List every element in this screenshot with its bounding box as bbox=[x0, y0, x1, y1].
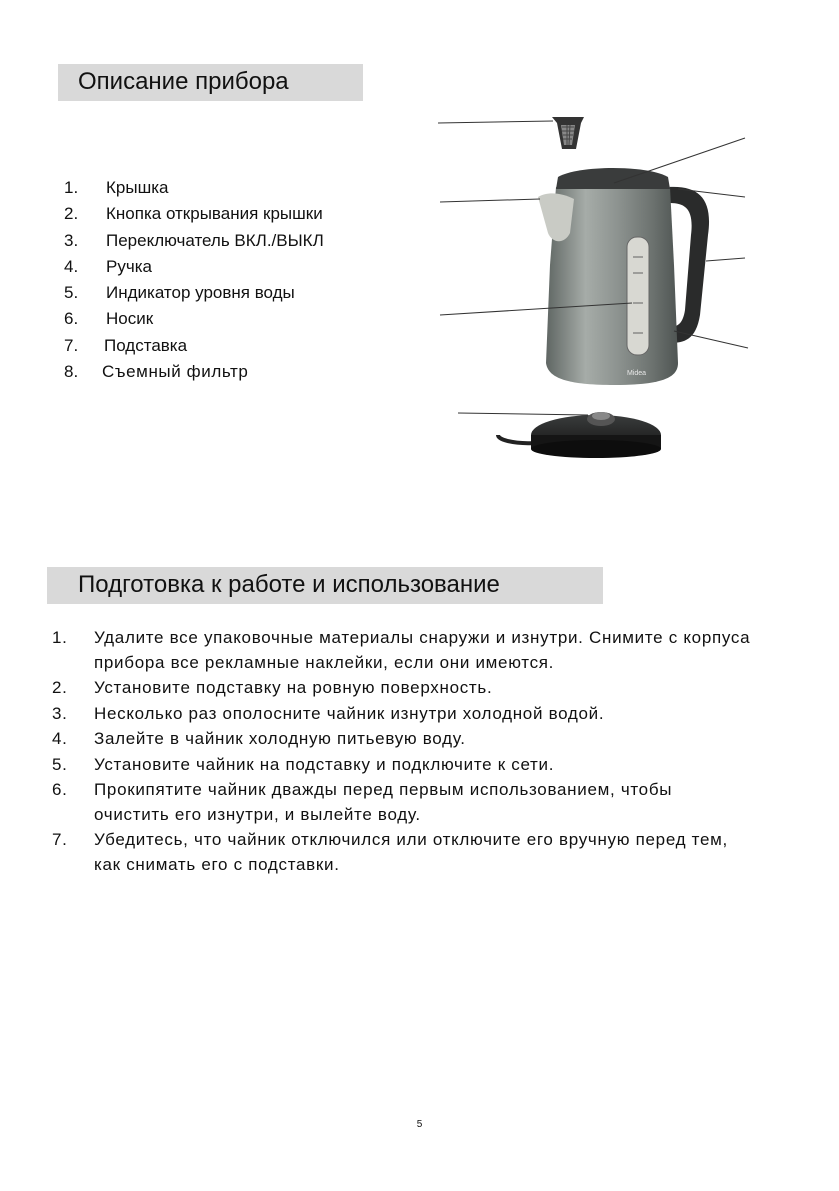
step-number: 3. bbox=[52, 703, 68, 723]
item-label: Индикатор уровня воды bbox=[106, 283, 295, 303]
step-text: Установите чайник на подставку и подключите к сети. bbox=[94, 754, 555, 774]
item-label: Кнопка открывания крышки bbox=[106, 204, 323, 224]
spout-drawing bbox=[538, 193, 574, 241]
step-number: 2. bbox=[52, 678, 68, 697]
page-number: 5 bbox=[416, 1119, 423, 1130]
item-label: Съемный фильтр bbox=[102, 362, 249, 382]
item-number: 6. bbox=[64, 309, 79, 329]
brand-logo: Midea bbox=[627, 370, 647, 377]
list-item bbox=[52, 626, 784, 675]
step-number: 5. bbox=[52, 754, 68, 774]
kettle-illustration bbox=[438, 105, 768, 500]
steps-list bbox=[52, 626, 784, 877]
item-label: Подставка bbox=[104, 335, 188, 355]
step-number: 6. bbox=[52, 780, 68, 799]
item-label: Ручка bbox=[106, 256, 152, 276]
item-number: 3. bbox=[64, 230, 79, 250]
item-number: 7. bbox=[64, 335, 79, 355]
item-label: Крышка bbox=[106, 178, 169, 197]
section-title-preparation: Подготовка к работе и использование bbox=[78, 571, 500, 598]
item-number: 2. bbox=[64, 204, 79, 224]
step-text: Несколько раз ополосните чайник изнутри холодной водой. bbox=[94, 703, 605, 723]
item-number: 4. bbox=[64, 256, 79, 276]
step-text: Удалите все упаковочные материалы снаружи и изнутри. Снимите с корпуса прибора все рекламные наклейки, если они имеются. bbox=[94, 628, 751, 672]
section-header-description bbox=[58, 64, 363, 101]
step-text: Залейте в чайник холодную питьевую воду. bbox=[94, 729, 466, 748]
item-label: Носик bbox=[106, 309, 154, 329]
list-item bbox=[52, 676, 784, 701]
step-number: 1. bbox=[52, 628, 68, 647]
step-number: 7. bbox=[52, 830, 68, 849]
base-drawing bbox=[498, 412, 661, 458]
section-header-preparation bbox=[47, 567, 603, 604]
item-label: Переключатель ВКЛ./ВЫКЛ bbox=[106, 230, 324, 250]
step-text: Прокипятите чайник дважды перед первым использованием, чтобы очистить его изнутри, и вылейте воду. bbox=[94, 780, 673, 824]
lid-drawing bbox=[556, 168, 670, 189]
step-text: Установите подставку на ровную поверхность. bbox=[94, 678, 493, 697]
water-level-window bbox=[627, 237, 649, 355]
list-item bbox=[52, 828, 784, 877]
step-text: Убедитесь, что чайник отключился или отключите его вручную перед тем, как снимать его с подставки. bbox=[94, 830, 728, 874]
section-title-description: Описание прибора bbox=[78, 68, 289, 95]
list-item bbox=[52, 753, 784, 778]
list-item bbox=[52, 727, 784, 752]
item-number: 5. bbox=[64, 283, 79, 303]
list-item bbox=[52, 778, 784, 827]
item-number: 8. bbox=[64, 362, 79, 382]
item-number: 1. bbox=[64, 178, 79, 197]
step-number: 4. bbox=[52, 729, 68, 748]
list-item bbox=[52, 702, 784, 727]
filter-drawing bbox=[552, 117, 584, 149]
